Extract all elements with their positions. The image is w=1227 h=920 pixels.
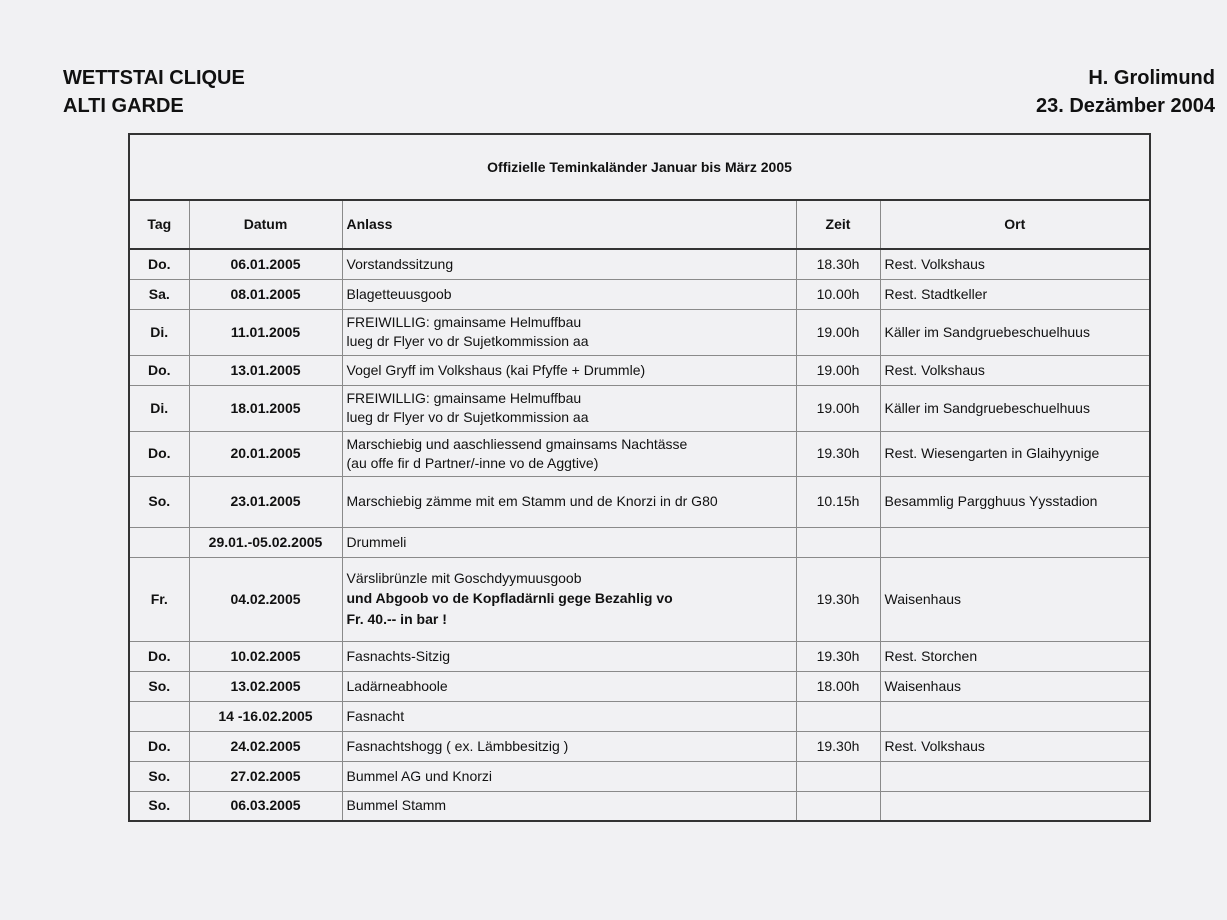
cell-tag: Di. — [129, 385, 189, 431]
table-row — [129, 355, 1150, 385]
cell-datum: 27.02.2005 — [189, 761, 342, 791]
cell-zeit: 19.00h — [796, 355, 880, 385]
cell-ort: Waisenhaus — [880, 557, 1150, 641]
anlass-line-bold: und Abgoob vo de Kopfladärnli gege Bezahlig vo — [346, 589, 673, 606]
organization-block — [63, 64, 245, 120]
table-row — [129, 761, 1150, 791]
cell-ort — [880, 527, 1150, 557]
cell-datum: 06.03.2005 — [189, 791, 342, 821]
cell-tag: Fr. — [129, 557, 189, 641]
cell-anlass — [342, 731, 796, 761]
cell-datum: 13.02.2005 — [189, 671, 342, 701]
cell-ort: Rest. Volkshaus — [880, 355, 1150, 385]
anlass-line-bold: Fr. 40.-- in bar ! — [346, 610, 447, 627]
cell-zeit: 10.15h — [796, 476, 880, 527]
anlass-line: Bummel AG und Knorzi — [346, 767, 493, 784]
anlass-line: Blagetteuusgoob — [346, 285, 452, 302]
cell-ort: Rest. Volkshaus — [880, 249, 1150, 279]
cell-anlass — [342, 476, 796, 527]
cell-anlass — [342, 385, 796, 431]
cell-anlass — [342, 791, 796, 821]
cell-datum: 24.02.2005 — [189, 731, 342, 761]
cell-zeit: 19.00h — [796, 309, 880, 355]
cell-datum: 10.02.2005 — [189, 641, 342, 671]
document-date: 23. Dezämber 2004 — [1035, 95, 1215, 117]
cell-anlass — [342, 431, 796, 476]
anlass-line: Vorstandssitzung — [346, 255, 454, 272]
anlass-line: FREIWILLIG: gmainsame Helmuffbau — [346, 390, 582, 406]
cell-anlass — [342, 641, 796, 671]
cell-ort — [880, 701, 1150, 731]
cell-zeit: 10.00h — [796, 279, 880, 309]
cell-datum: 20.01.2005 — [189, 431, 342, 476]
table-row — [129, 431, 1150, 476]
cell-tag: So. — [129, 476, 189, 527]
column-header-datum: Datum — [189, 200, 342, 249]
cell-zeit: 19.00h — [796, 385, 880, 431]
cell-ort — [880, 791, 1150, 821]
cell-anlass — [342, 671, 796, 701]
table-row — [129, 731, 1150, 761]
anlass-line: lueg dr Flyer vo dr Sujetkommission aa — [346, 409, 589, 425]
cell-tag: So. — [129, 791, 189, 821]
cell-zeit: 18.30h — [796, 249, 880, 279]
cell-ort: Rest. Volkshaus — [880, 731, 1150, 761]
cell-anlass — [342, 761, 796, 791]
cell-tag: So. — [129, 671, 189, 701]
calendar-table — [128, 133, 1151, 822]
cell-anlass — [342, 527, 796, 557]
cell-datum: 29.01.-05.02.2005 — [189, 527, 342, 557]
cell-tag: Do. — [129, 731, 189, 761]
cell-zeit: 19.30h — [796, 641, 880, 671]
table-row — [129, 385, 1150, 431]
cell-zeit — [796, 701, 880, 731]
author-block — [1036, 64, 1215, 120]
table-row — [129, 476, 1150, 527]
table-row — [129, 671, 1150, 701]
cell-tag: Do. — [129, 249, 189, 279]
table-row — [129, 279, 1150, 309]
cell-datum: 11.01.2005 — [189, 309, 342, 355]
cell-ort: Rest. Stadtkeller — [880, 279, 1150, 309]
cell-datum: 13.01.2005 — [189, 355, 342, 385]
column-header-tag: Tag — [129, 200, 189, 249]
organization-subname: ALTI GARDE — [63, 95, 184, 117]
anlass-line: Marschiebig und aaschliessend gmainsams Nachtässe — [346, 435, 688, 452]
cell-ort: Rest. Storchen — [880, 641, 1150, 671]
anlass-line: Marschiebig zämme mit em Stamm und de Knorzi in dr G80 — [346, 493, 718, 509]
cell-zeit: 19.30h — [796, 431, 880, 476]
cell-tag — [129, 527, 189, 557]
cell-datum: 04.02.2005 — [189, 557, 342, 641]
table-row — [129, 309, 1150, 355]
cell-datum: 08.01.2005 — [189, 279, 342, 309]
column-header-row — [129, 200, 1150, 249]
cell-tag — [129, 701, 189, 731]
anlass-line: Värslibrünzle mit Goschdyymuusgoob — [346, 569, 582, 586]
anlass-line: Bummel Stamm — [346, 797, 447, 814]
cell-zeit: 19.30h — [796, 731, 880, 761]
cell-anlass — [342, 557, 796, 641]
cell-tag: Di. — [129, 309, 189, 355]
table-row — [129, 527, 1150, 557]
cell-ort: Käller im Sandgruebeschuelhuus — [880, 385, 1150, 431]
organization-name: WETTSTAI CLIQUE — [63, 67, 245, 89]
column-header-anlass: Anlass — [342, 200, 796, 249]
column-header-ort: Ort — [880, 200, 1150, 249]
cell-zeit: 19.30h — [796, 557, 880, 641]
anlass-line: Vogel Gryff im Volkshaus (kai Pfyffe + Drummle) — [346, 361, 646, 378]
cell-anlass — [342, 279, 796, 309]
table-row — [129, 249, 1150, 279]
table-row — [129, 791, 1150, 821]
cell-anlass — [342, 309, 796, 355]
cell-zeit: 18.00h — [796, 671, 880, 701]
cell-datum: 23.01.2005 — [189, 476, 342, 527]
cell-tag: Do. — [129, 355, 189, 385]
cell-anlass — [342, 249, 796, 279]
author-name: H. Grolimund — [1088, 67, 1215, 89]
anlass-line: Fasnachts-Sitzig — [346, 647, 450, 664]
cell-datum: 14 -16.02.2005 — [189, 701, 342, 731]
cell-datum: 06.01.2005 — [189, 249, 342, 279]
cell-zeit — [796, 527, 880, 557]
table-row — [129, 701, 1150, 731]
cell-ort: Besammlig Pargghuus Yysstadion — [880, 476, 1150, 527]
anlass-line: FREIWILLIG: gmainsame Helmuffbau — [346, 314, 582, 330]
cell-tag: So. — [129, 761, 189, 791]
anlass-line: (au offe fir d Partner/-inne vo de Aggtive) — [346, 454, 599, 471]
cell-zeit — [796, 791, 880, 821]
anlass-line: Ladärneabhoole — [346, 677, 448, 694]
anlass-line: Fasnachtshogg ( ex. Lämbbesitzig ) — [346, 737, 569, 754]
column-header-zeit: Zeit — [796, 200, 880, 249]
cell-zeit — [796, 761, 880, 791]
cell-tag: Do. — [129, 431, 189, 476]
cell-ort: Käller im Sandgruebeschuelhuus — [880, 309, 1150, 355]
table-row — [129, 557, 1150, 641]
table-row — [129, 641, 1150, 671]
cell-ort: Rest. Wiesengarten in Glaihyynige — [880, 431, 1150, 476]
anlass-line: lueg dr Flyer vo dr Sujetkommission aa — [346, 333, 589, 349]
anlass-line: Drummeli — [346, 533, 407, 550]
calendar-body — [129, 249, 1150, 821]
cell-anlass — [342, 701, 796, 731]
cell-datum: 18.01.2005 — [189, 385, 342, 431]
calendar-title: Offizielle Teminkaländer Januar bis März 2005 — [129, 134, 1150, 200]
cell-tag: Sa. — [129, 279, 189, 309]
cell-ort — [880, 761, 1150, 791]
cell-anlass — [342, 355, 796, 385]
anlass-line: Fasnacht — [346, 707, 405, 724]
cell-tag: Do. — [129, 641, 189, 671]
cell-ort: Waisenhaus — [880, 671, 1150, 701]
